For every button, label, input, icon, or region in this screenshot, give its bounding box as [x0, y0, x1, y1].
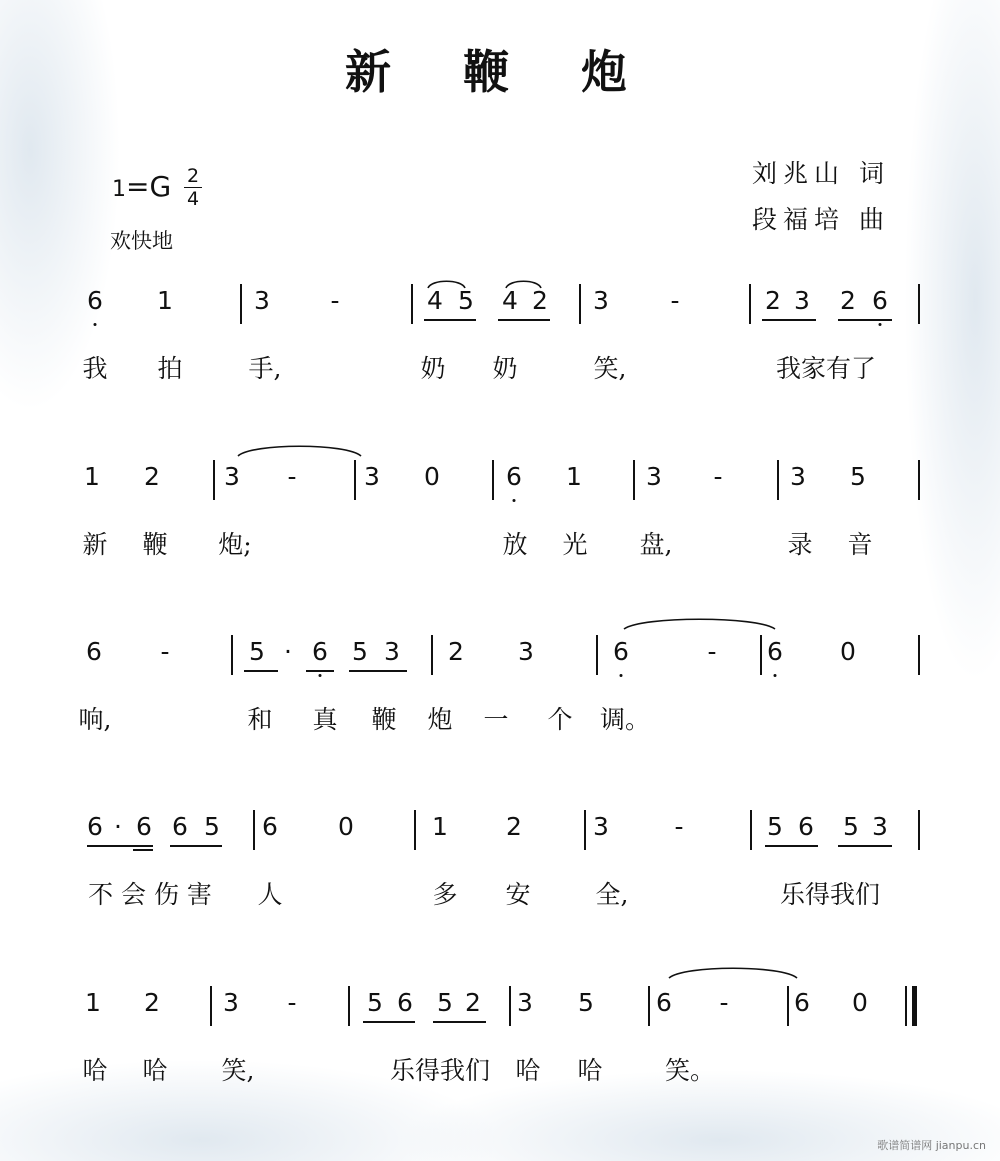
key-tonic-degree: 1	[112, 177, 126, 202]
barline	[231, 635, 233, 675]
lyricist-credit: 刘兆山 词	[752, 159, 890, 188]
key-signature	[112, 170, 171, 203]
beam-underline	[498, 319, 550, 321]
barline	[431, 635, 433, 675]
note: 5	[850, 462, 866, 491]
note: 2	[506, 812, 522, 841]
barline	[787, 986, 789, 1026]
barline	[777, 460, 779, 500]
key-name: =G	[126, 170, 172, 203]
note: 6	[506, 462, 522, 491]
lyric-text: 哈	[515, 1056, 541, 1085]
note: 0	[338, 812, 354, 841]
lower-octave-dot	[620, 674, 623, 677]
dash-extension: -	[287, 462, 297, 491]
lyric-text: 音	[847, 530, 873, 559]
lyric-text: 笑,	[221, 1056, 255, 1085]
lyric-text: 手,	[248, 354, 282, 383]
note: 5	[367, 988, 383, 1017]
note: 3	[364, 462, 380, 491]
note: 6	[312, 637, 328, 666]
barline	[648, 986, 650, 1026]
lyric-text: 笑。	[664, 1056, 716, 1085]
lyric-text: 真	[312, 705, 338, 734]
lyric-text: 炮;	[218, 530, 252, 559]
barline	[918, 810, 920, 850]
note: 3	[224, 462, 240, 491]
lyric-text: 光	[562, 530, 588, 559]
dash-extension: -	[330, 286, 340, 315]
barline	[918, 460, 920, 500]
lower-octave-dot	[513, 499, 516, 502]
lyric-text: 乐得我们	[779, 880, 881, 909]
note: 6	[767, 637, 783, 666]
note: 3	[254, 286, 270, 315]
note: 6	[397, 988, 413, 1017]
augmentation-dot: ·	[284, 637, 292, 666]
note: 1	[84, 462, 100, 491]
lyric-text: 我	[82, 354, 108, 383]
lyric-text: 放	[502, 530, 528, 559]
barline	[918, 284, 920, 324]
beam-underline	[838, 319, 892, 321]
slur-tie	[427, 278, 466, 290]
time-signature-bottom: 4	[186, 188, 200, 210]
note: 2	[144, 462, 160, 491]
lyric-text: 炮	[427, 705, 453, 734]
note: 4	[502, 286, 518, 315]
note: 6	[87, 286, 103, 315]
note: 0	[840, 637, 856, 666]
lower-octave-dot	[319, 674, 322, 677]
dash-extension: -	[160, 637, 170, 666]
time-signature	[184, 166, 202, 209]
barline	[414, 810, 416, 850]
barline	[213, 460, 215, 500]
lyric-text: 响,	[78, 705, 112, 734]
lyric-text: 拍	[157, 354, 183, 383]
double-beam-underline	[133, 849, 153, 851]
note: 4	[427, 286, 443, 315]
lyric-text: 个	[547, 705, 573, 734]
lyric-text: 多	[432, 880, 458, 909]
lyric-text: 奶	[492, 354, 518, 383]
note: 6	[613, 637, 629, 666]
note: 2	[448, 637, 464, 666]
barline	[492, 460, 494, 500]
note: 6	[136, 812, 152, 841]
barline	[750, 810, 752, 850]
barline	[584, 810, 586, 850]
beam-underline	[424, 319, 476, 321]
tempo-marking: 欢快地	[110, 229, 173, 253]
note: 5	[204, 812, 220, 841]
barline	[633, 460, 635, 500]
note: 1	[85, 988, 101, 1017]
note: 1	[157, 286, 173, 315]
note: 6	[798, 812, 814, 841]
lyric-text: 笑,	[593, 354, 627, 383]
note: 1	[566, 462, 582, 491]
note: 3	[517, 988, 533, 1017]
lyric-text: 人	[257, 880, 283, 909]
note: 0	[852, 988, 868, 1017]
note: 3	[518, 637, 534, 666]
lyric-text: 全,	[595, 880, 629, 909]
note: 6	[86, 637, 102, 666]
barline	[749, 284, 751, 324]
note: 3	[223, 988, 239, 1017]
note: 6	[172, 812, 188, 841]
lyric-text: 不 会 伤 害	[88, 880, 212, 909]
note: 3	[384, 637, 400, 666]
note: 3	[593, 286, 609, 315]
beam-underline	[87, 845, 153, 847]
score-system	[0, 637, 1000, 734]
lyric-text: 哈	[82, 1056, 108, 1085]
lyric-text: 奶	[420, 354, 446, 383]
note: 2	[765, 286, 781, 315]
score-system	[0, 286, 1000, 383]
dash-extension: -	[719, 988, 729, 1017]
barline	[509, 986, 511, 1026]
barline	[240, 284, 242, 324]
note: 5	[437, 988, 453, 1017]
time-signature-top: 2	[186, 165, 200, 187]
score-system	[0, 462, 1000, 559]
note: 5	[458, 286, 474, 315]
final-barline	[912, 986, 917, 1026]
barline	[253, 810, 255, 850]
beam-underline	[244, 670, 278, 672]
lyric-text: 和	[247, 705, 273, 734]
note: 2	[532, 286, 548, 315]
lyric-text: 我家有了	[775, 354, 877, 383]
lyric-text: 录	[787, 530, 813, 559]
note: 3	[646, 462, 662, 491]
lyric-text: 盘,	[639, 530, 673, 559]
lyric-text: 新	[82, 530, 108, 559]
note: 5	[843, 812, 859, 841]
composer-credit: 段福培 曲	[752, 205, 890, 234]
note: 1	[432, 812, 448, 841]
slur-tie	[237, 442, 362, 458]
lyric-text: 一	[483, 705, 509, 734]
beam-underline	[433, 1021, 486, 1023]
beam-underline	[306, 670, 334, 672]
note: 3	[593, 812, 609, 841]
dash-extension: -	[713, 462, 723, 491]
note: 6	[87, 812, 103, 841]
beam-underline	[765, 845, 818, 847]
slur-tie	[623, 615, 776, 631]
lyric-text: 鞭	[142, 530, 168, 559]
score-system	[0, 812, 1000, 909]
barline	[354, 460, 356, 500]
lyric-text: 哈	[577, 1056, 603, 1085]
lyric-text: 乐得我们	[389, 1056, 491, 1085]
note: 2	[465, 988, 481, 1017]
note: 6	[262, 812, 278, 841]
note: 5	[578, 988, 594, 1017]
site-watermark: 歌谱简谱网 jianpu.cn	[877, 1139, 986, 1152]
note: 3	[872, 812, 888, 841]
beam-underline	[170, 845, 222, 847]
barline	[918, 635, 920, 675]
beam-underline	[349, 670, 407, 672]
lower-octave-dot	[774, 674, 777, 677]
note: 5	[767, 812, 783, 841]
barline	[579, 284, 581, 324]
lower-octave-dot	[879, 323, 882, 326]
note: 5	[352, 637, 368, 666]
barline	[348, 986, 350, 1026]
dash-extension: -	[287, 988, 297, 1017]
barline	[411, 284, 413, 324]
note: 2	[144, 988, 160, 1017]
note: 5	[249, 637, 265, 666]
note: 0	[424, 462, 440, 491]
slur-tie	[668, 964, 798, 980]
augmentation-dot: ·	[114, 812, 122, 841]
slur-tie	[505, 278, 542, 290]
note: 6	[656, 988, 672, 1017]
note: 2	[840, 286, 856, 315]
dash-extension: -	[670, 286, 680, 315]
beam-underline	[363, 1021, 415, 1023]
beam-underline	[838, 845, 892, 847]
note: 3	[790, 462, 806, 491]
lower-octave-dot	[94, 323, 97, 326]
note: 6	[794, 988, 810, 1017]
lyric-text: 调。	[599, 705, 651, 734]
lyric-text: 鞭	[371, 705, 397, 734]
note: 6	[872, 286, 888, 315]
barline	[210, 986, 212, 1026]
dash-extension: -	[674, 812, 684, 841]
dash-extension: -	[707, 637, 717, 666]
final-barline-thin	[905, 986, 907, 1026]
lyric-text: 哈	[142, 1056, 168, 1085]
beam-underline	[762, 319, 816, 321]
barline	[596, 635, 598, 675]
barline	[760, 635, 762, 675]
song-title: 新 鞭 炮	[344, 45, 656, 99]
note: 3	[794, 286, 810, 315]
score-system	[0, 988, 1000, 1085]
lyric-text: 安	[505, 880, 531, 909]
